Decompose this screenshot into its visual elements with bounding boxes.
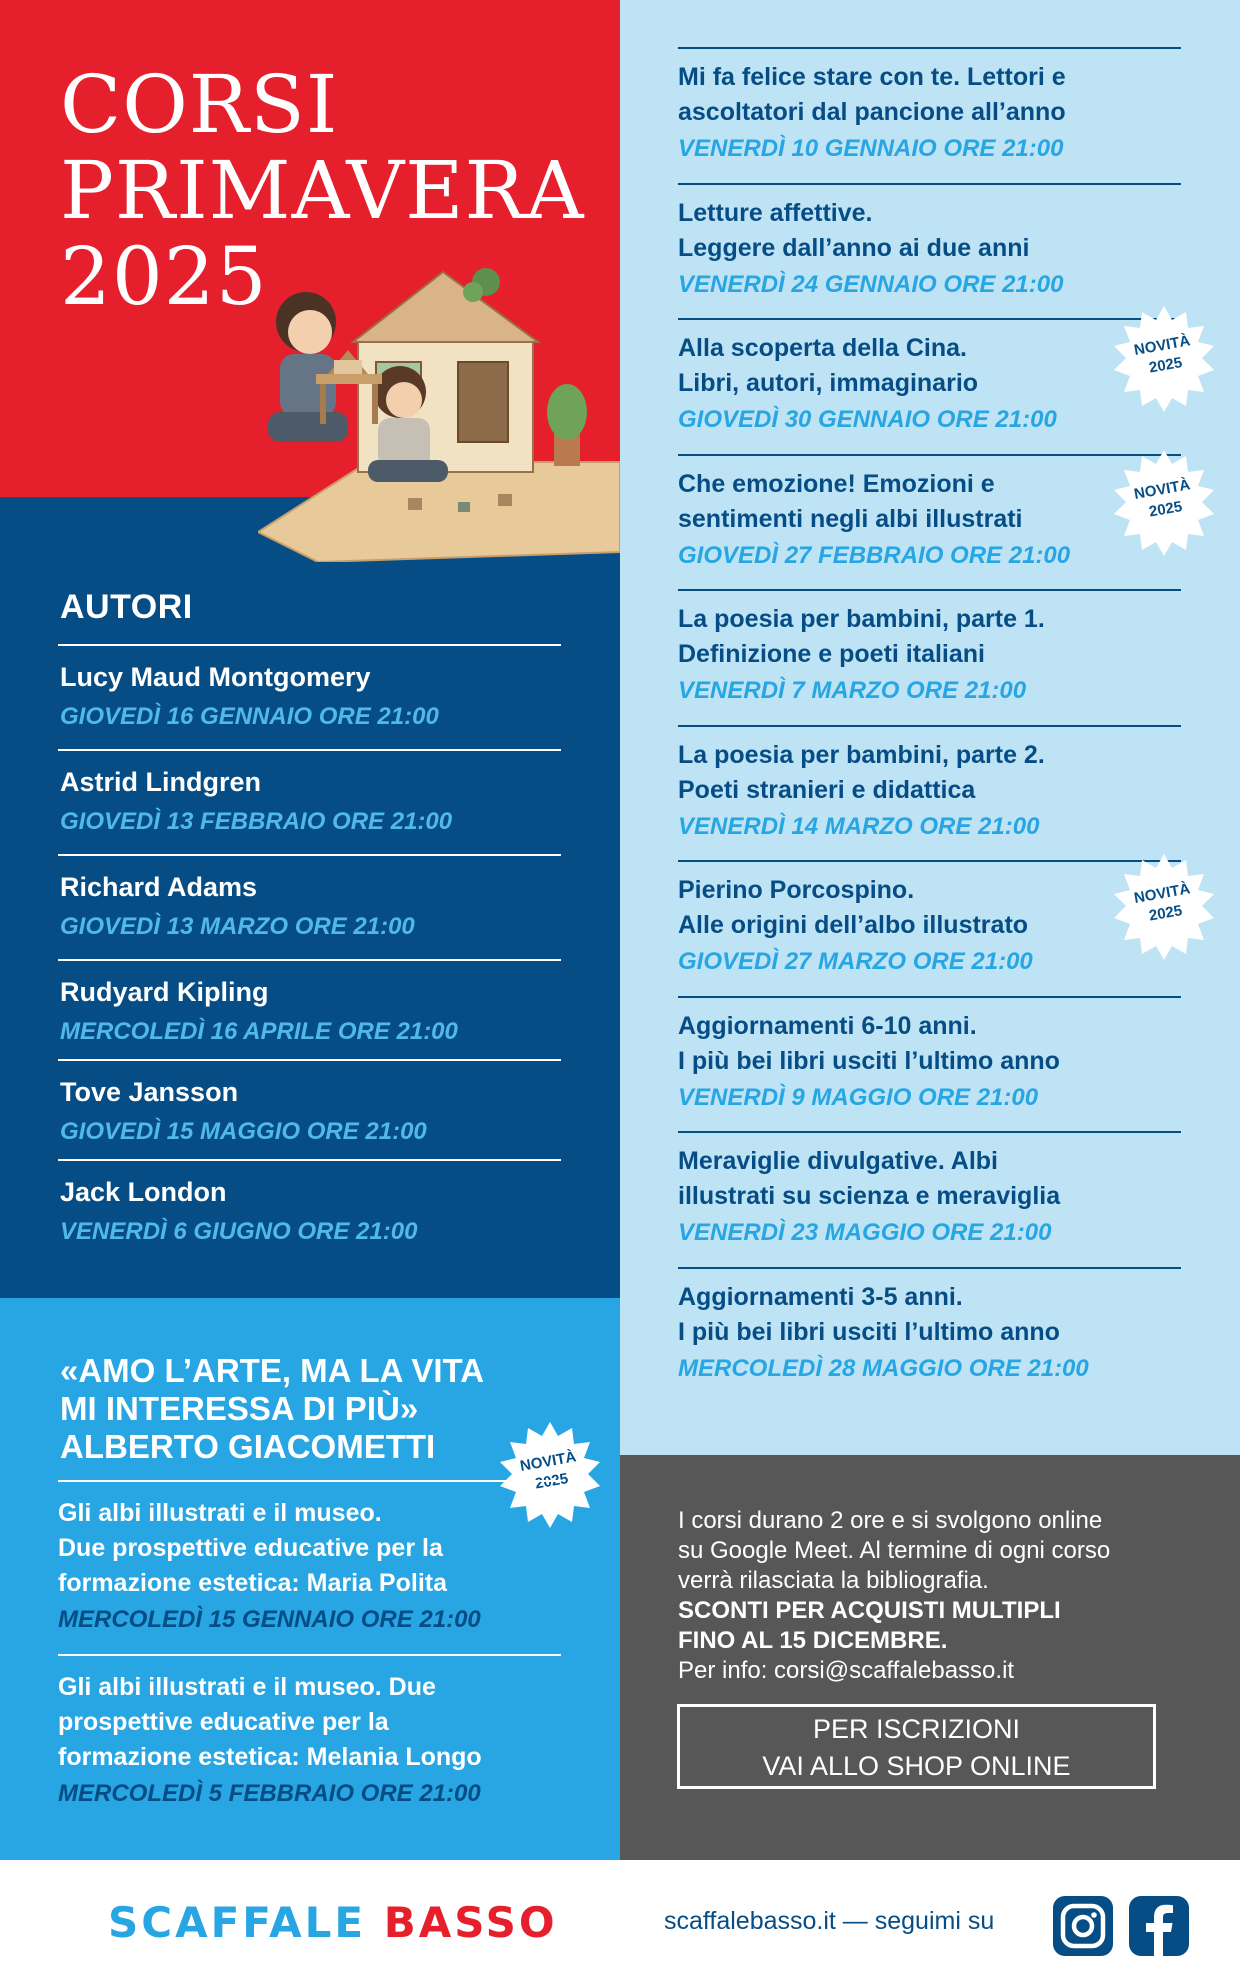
- badge-line: NOVITÀ: [1132, 880, 1192, 907]
- text-line: prospettive educative per la: [58, 1708, 389, 1736]
- text-line: Alla scoperta della Cina.: [678, 334, 967, 362]
- author-name: Tove Jansson: [60, 1077, 239, 1107]
- title-line: CORSI: [60, 58, 339, 151]
- giacometti-list: [58, 1480, 561, 1828]
- giacometti-item: [58, 1654, 561, 1828]
- text-line: Definizione e poeti italiani: [678, 640, 985, 668]
- course-item: [678, 1267, 1181, 1403]
- text-line: Poeti stranieri e didattica: [678, 775, 976, 804]
- course-date: VENERDÌ 7 MARZO ORE 21:00: [678, 677, 1027, 704]
- contact-line[interactable]: Per info: corsi@scaffalebasso.it: [678, 1657, 1015, 1684]
- badge-line: 2025: [1147, 902, 1184, 925]
- course-date: GIOVEDÌ 30 GENNAIO ORE 21:00: [678, 406, 1057, 433]
- facebook-icon[interactable]: [1129, 1896, 1189, 1956]
- brand-name-part: SCAFFALE: [108, 1898, 367, 1947]
- giacometti-item-title: [58, 1496, 561, 1601]
- author-name: Lucy Maud Montgomery: [60, 662, 371, 692]
- button-label-line: VAI ALLO SHOP ONLINE: [762, 1751, 1071, 1781]
- course-title: [678, 1280, 1118, 1350]
- course-title: [678, 60, 1118, 130]
- authors-heading: AUTORI: [60, 588, 193, 626]
- author-item: [58, 1159, 561, 1259]
- text-line: Che emozione! Emozioni e: [678, 469, 995, 498]
- novita-badge: [1110, 450, 1218, 558]
- text-line: I più bei libri usciti l’ultimo anno: [678, 1046, 1060, 1075]
- author-name: Jack London: [60, 1177, 227, 1207]
- text-line: Gli albi illustrati e il museo. Due: [58, 1673, 436, 1701]
- text-line: Leggere dall’anno ai due anni: [678, 233, 1030, 262]
- footer-text[interactable]: scaffalebasso.it — seguimi su: [664, 1907, 995, 1935]
- children-dollhouse-illustration: [258, 262, 620, 562]
- info-line: verrà rilasciata la bibliografia.: [678, 1567, 989, 1594]
- text-line: formazione estetica: Melania Longo: [58, 1743, 482, 1771]
- giacometti-title-line: ALBERTO GIACOMETTI: [60, 1428, 436, 1465]
- course-item: [678, 725, 1181, 861]
- badge-line: 2025: [1147, 497, 1184, 521]
- course-date: VENERDÌ 14 MARZO ORE 21:00: [678, 812, 1040, 840]
- giacometti-item-date: MERCOLEDÌ 15 GENNAIO ORE 21:00: [58, 1606, 481, 1633]
- giacometti-title-line: MI INTERESSA DI PIÙ»: [60, 1390, 419, 1427]
- author-date: MERCOLEDÌ 16 APRILE ORE 21:00: [60, 1018, 458, 1045]
- course-item: [678, 860, 1192, 996]
- text-line: Libri, autori, immaginario: [678, 369, 979, 397]
- course-title: [678, 738, 1118, 808]
- author-date: VENERDÌ 6 GIUGNO ORE 21:00: [60, 1218, 418, 1245]
- badge-line: NOVITÀ: [1132, 332, 1192, 359]
- author-item: [58, 749, 561, 854]
- author-name: Richard Adams: [60, 872, 258, 902]
- giacometti-title-line: «AMO L’ARTE, MA LA VITA: [60, 1352, 485, 1389]
- author-item: [58, 959, 561, 1059]
- badge-line: NOVITÀ: [1132, 475, 1192, 503]
- author-date: GIOVEDÌ 15 MAGGIO ORE 21:00: [60, 1118, 427, 1145]
- giacometti-item-date: MERCOLEDÌ 5 FEBBRAIO ORE 21:00: [58, 1780, 481, 1807]
- course-item: [678, 183, 1181, 319]
- course-item: [678, 454, 1192, 590]
- author-date: GIOVEDÌ 13 FEBBRAIO ORE 21:00: [60, 808, 453, 835]
- authors-list: [58, 644, 561, 1259]
- text-line: sentimenti negli albi illustrati: [678, 504, 1023, 533]
- author-date: GIOVEDÌ 16 GENNAIO ORE 21:00: [60, 703, 439, 730]
- course-item: [678, 1131, 1181, 1267]
- course-title: [678, 196, 1118, 266]
- text-line: Aggiornamenti 3-5 anni.: [678, 1282, 963, 1311]
- author-name: Astrid Lindgren: [60, 767, 261, 797]
- course-title: [678, 467, 1118, 537]
- badge-line: 2025: [533, 1470, 570, 1493]
- course-title: [678, 331, 1118, 401]
- course-item: [678, 996, 1181, 1132]
- badge-line: 2025: [1147, 354, 1184, 377]
- text-line: I più bei libri usciti l’ultimo anno: [678, 1317, 1060, 1346]
- title-line: 2025: [60, 230, 268, 323]
- text-line: formazione estetica: Maria Polita: [58, 1569, 448, 1597]
- author-item: [58, 854, 561, 959]
- courses-list: [678, 47, 1192, 1402]
- novita-badge: [1110, 854, 1218, 962]
- course-title: [678, 873, 1118, 943]
- novita-badge: [1110, 306, 1218, 414]
- course-date: VENERDÌ 24 GENNAIO ORE 21:00: [678, 270, 1064, 298]
- course-date: GIOVEDÌ 27 MARZO ORE 21:00: [678, 948, 1033, 975]
- info-line: I corsi durano 2 ore e si svolgono online: [678, 1507, 1103, 1534]
- text-line: Due prospettive educative per la: [58, 1534, 443, 1562]
- giacometti-item: [58, 1480, 561, 1654]
- brand-logo[interactable]: [108, 1898, 558, 1947]
- course-date: VENERDÌ 9 MAGGIO ORE 21:00: [678, 1083, 1039, 1111]
- text-line: Letture affettive.: [678, 198, 873, 227]
- course-date: MERCOLEDÌ 28 MAGGIO ORE 21:00: [678, 1354, 1089, 1382]
- course-title: [678, 602, 1118, 672]
- course-title: [678, 1144, 1118, 1214]
- brand-name-part: BASSO: [383, 1898, 558, 1947]
- text-line: La poesia per bambini, parte 1.: [678, 605, 1045, 633]
- text-line: Aggiornamenti 6-10 anni.: [678, 1011, 977, 1040]
- text-line: Pierino Porcospino.: [678, 876, 915, 904]
- course-title: [678, 1009, 1118, 1079]
- info-text: [678, 1506, 1198, 1686]
- title-line: PRIMAVERA: [60, 144, 585, 237]
- giacometti-item-title: [58, 1670, 561, 1775]
- discount-line: FINO AL 15 DICEMBRE.: [678, 1627, 948, 1654]
- course-date: VENERDÌ 23 MAGGIO ORE 21:00: [678, 1219, 1052, 1246]
- text-line: Gli albi illustrati e il museo.: [58, 1499, 382, 1527]
- course-item: [678, 318, 1192, 454]
- text-line: illustrati su scienza e meraviglia: [678, 1182, 1061, 1210]
- text-line: Meraviglie divulgative. Albi: [678, 1147, 998, 1175]
- author-name: Rudyard Kipling: [60, 977, 269, 1007]
- info-line: su Google Meet. Al termine di ogni corso: [678, 1537, 1111, 1564]
- course-date: GIOVEDÌ 27 FEBBRAIO ORE 21:00: [678, 541, 1071, 569]
- author-date: GIOVEDÌ 13 MARZO ORE 21:00: [60, 913, 415, 940]
- text-line: ascoltatori dal pancione all’anno: [678, 98, 1066, 126]
- course-item: [678, 47, 1181, 183]
- text-line: La poesia per bambini, parte 2.: [678, 740, 1045, 769]
- badge-line: NOVITÀ: [518, 1448, 578, 1475]
- shop-online-button[interactable]: [677, 1704, 1156, 1789]
- course-date: VENERDÌ 10 GENNAIO ORE 21:00: [678, 135, 1064, 162]
- author-item: [58, 1059, 561, 1159]
- button-label-line: PER ISCRIZIONI: [812, 1714, 1021, 1744]
- course-item: [678, 589, 1181, 725]
- discount-line: SCONTI PER ACQUISTI MULTIPLI: [678, 1597, 1061, 1624]
- text-line: Mi fa felice stare con te. Lettori e: [678, 63, 1066, 91]
- instagram-icon[interactable]: [1053, 1896, 1113, 1956]
- text-line: Alle origini dell’albo illustrato: [678, 911, 1029, 939]
- author-item: [58, 644, 561, 749]
